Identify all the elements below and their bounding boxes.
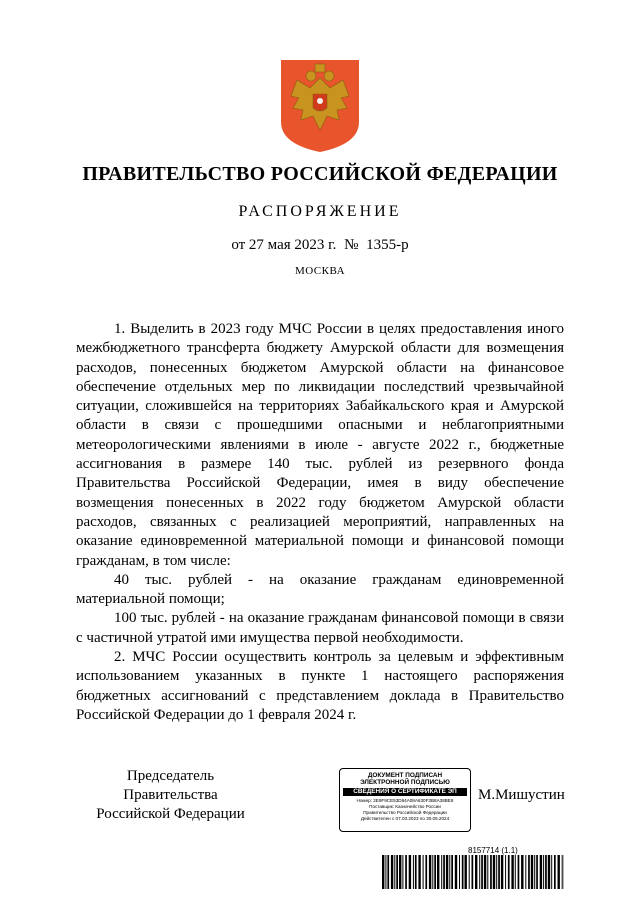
document-code: 8157714 (1.1): [468, 846, 518, 855]
barcode-icon: [382, 855, 564, 889]
signatory-name: М.Мишустин: [478, 787, 565, 803]
coat-of-arms-icon: [279, 58, 361, 154]
signatory-position: [78, 767, 263, 824]
stamp-validity: Действителен с 07.03.2023 по 30.05.2024: [360, 816, 450, 821]
document-type: РАСПОРЯЖЕНИЕ: [238, 203, 402, 220]
city: МОСКВА: [294, 265, 346, 277]
position-line: Российской Федерации: [96, 806, 245, 822]
document-date: от 27 мая 2023 г.: [231, 237, 337, 253]
stamp-issuer: Поставщик: Казначейство России: [369, 804, 441, 809]
stamp-issuer: Правительство Российской Федерации: [363, 810, 447, 815]
document-body: [76, 320, 564, 725]
document-number: 1355-р: [366, 237, 409, 253]
paragraph: 40 тыс. рублей - на оказание гражданам единовременной материальной помощи;: [76, 571, 564, 608]
date-line: [0, 237, 640, 254]
stamp-bar: СВЕДЕНИЯ О СЕРТИФИКАТЕ ЭП: [343, 788, 467, 796]
number-sign: №: [344, 237, 359, 253]
document-title: ПРАВИТЕЛЬСТВО РОССИЙСКОЙ ФЕДЕРАЦИИ: [82, 163, 558, 185]
paragraph: 100 тыс. рублей - на оказание гражданам финансовой помощи в связи с частичной утратой ими имущества первой необходимости.: [76, 610, 564, 646]
stamp-line: ДОКУМЕНТ ПОДПИСАН: [367, 772, 443, 779]
stamp-serial: Номер: 2E9F9CE53D84A08A630F3B8A38BE8: [356, 798, 454, 803]
e-signature-stamp: [339, 768, 471, 832]
stamp-line: ЭЛЕКТРОННОЙ ПОДПИСЬЮ: [360, 779, 450, 786]
position-line: Председатель Правительства: [123, 768, 218, 803]
paragraph: 1. Выделить в 2023 году МЧС России в целях предоставления иного межбюджетного трансферта бюджету Амурской области для возмещения расходов, понесенных бюджетом Амурской области на финансовое обеспечение отдельных мер по ликвидации последствий чрезвычайной ситуации, сложившейся на территориях Забайкальского края и Амурской области в связи с прошедшими опасными и неблагоприятными метеорологическими явлениями в июле - августе 2022 г., бюджетные ассигнования в размере 140 тыс. рублей из резервного фонда Правительства Российской Федерации, имея в виду обеспечение возмещения понесенных в 2022 году бюджетом Амурской области расходов, связанных с реализацией мероприятий, направленных на оказание единовременной материальной помощи и финансовой помощи гражданам, в том числе:: [76, 321, 564, 569]
paragraph: 2. МЧС России осуществить контроль за целевым и эффективным использованием указанных в пункте 1 настоящего распоряжения бюджетных ассигнований с представлением доклада в Правительство Российской Федерации до 1 февраля 2024 г.: [76, 649, 564, 723]
